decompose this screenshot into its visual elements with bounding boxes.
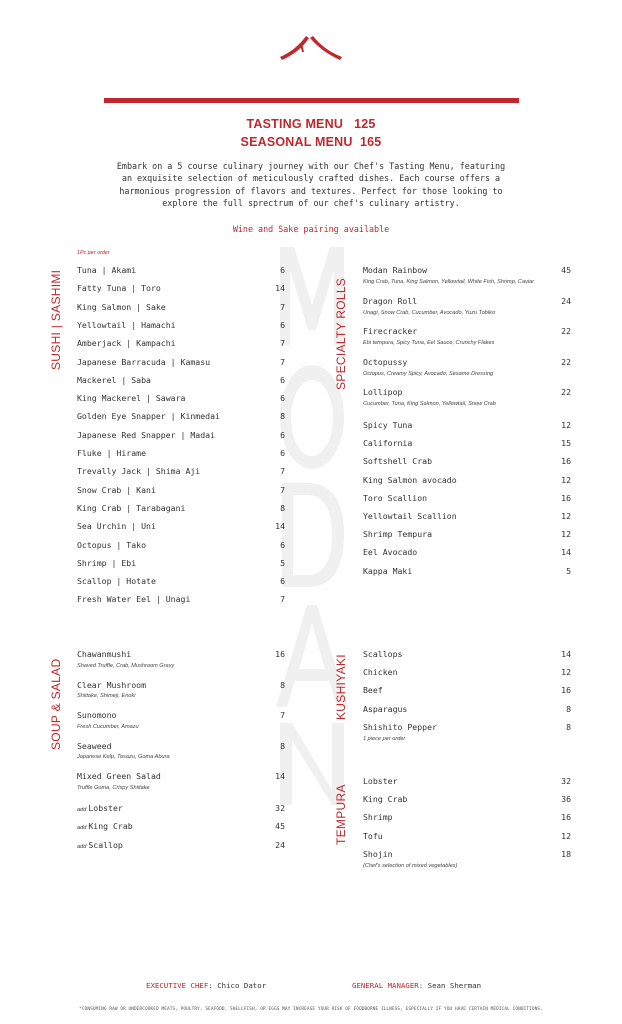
- tasting-description: Embark on a 5 course culinary journey with our Chef's Tasting Menu, featuring an exquisite selection of meticulously crafted dishes. Each course offers a harmonious progression of flavors and textures. Perfect for those looking to explore the full sprectrum of our chef's culinary artistry.: [116, 161, 506, 209]
- addon-item: add Lobster: [77, 803, 123, 813]
- menu-item: Asparagus: [363, 703, 408, 714]
- menu-price: 8: [566, 703, 571, 714]
- menu-price: 8: [566, 721, 571, 732]
- menu-item-desc: Cucumber, Tuna, King Salmon, Yellowtail, Snow Crab: [363, 401, 496, 407]
- menu-item: Lollipop: [363, 387, 403, 397]
- general-manager: GENERAL MANAGER: Sean Sherman: [352, 981, 482, 990]
- menu-price: 36: [561, 794, 571, 805]
- menu-item: Shrimp | Ebi: [77, 557, 137, 568]
- menu-price: 8: [280, 740, 285, 751]
- menu-price: 7: [280, 710, 285, 720]
- menu-item: Seaweed: [77, 740, 112, 751]
- menu-item: Modan Rainbow: [363, 265, 428, 275]
- menu-price: 16: [561, 812, 571, 823]
- menu-price: 45: [275, 821, 285, 832]
- roof-logo-icon: [276, 32, 346, 62]
- menu-price: 12: [561, 474, 571, 485]
- menu-price: 6: [280, 374, 285, 385]
- menu-price: 5: [280, 557, 285, 568]
- menu-price: 6: [280, 539, 285, 550]
- addon-item: add Scallop: [77, 839, 123, 850]
- menu-price: 8: [280, 502, 285, 513]
- menu-item: Shojin: [363, 848, 393, 859]
- menu-price: 45: [561, 265, 571, 275]
- menu-item: King Salmon | Sake: [77, 301, 166, 312]
- menu-item-desc: Shiitake, Shimeji, Enoki: [77, 693, 136, 699]
- menu-item: Toro Scallion: [363, 492, 428, 503]
- menu-item: King Crab: [363, 794, 408, 805]
- menu-price: 12: [561, 529, 571, 540]
- menu-item: Mackerel | Saba: [77, 374, 151, 385]
- menu-item: Firecracker: [363, 326, 418, 336]
- menu-item: Chicken: [363, 667, 398, 678]
- menu-item: Japanese Red Snapper | Madai: [77, 429, 216, 440]
- menu-price: 16: [561, 492, 571, 503]
- menu-item: Octopussy: [363, 356, 408, 367]
- menu-item: Sea Urchin | Uni: [77, 521, 156, 532]
- menu-price: 14: [275, 521, 285, 532]
- menu-item-desc: King Crab, Tuna, King Salmon, Yellowtail, White Fish, Shrimp, Caviar: [363, 279, 535, 285]
- seasonal-menu-heading: SEASONAL MENU 165: [240, 135, 382, 149]
- menu-item: Chawanmushi: [77, 649, 132, 659]
- menu-price: 5: [566, 565, 571, 576]
- menu-item: Beef: [363, 685, 383, 696]
- menu-item: Snow Crab | Kani: [77, 484, 156, 495]
- menu-price: 7: [280, 594, 285, 605]
- menu-price: 12: [561, 420, 571, 430]
- menu-item: Shrimp Tempura: [363, 529, 433, 540]
- menu-price: 24: [561, 295, 571, 306]
- menu-item-desc: Octopus, Creamy Spicy, Avocado, Sesame Dressing: [363, 370, 494, 377]
- kushiyaki-note: 1 piece per order: [363, 735, 406, 742]
- menu-price: 12: [561, 511, 571, 521]
- menu-item: Shrimp: [363, 812, 393, 823]
- executive-chef: EXECUTIVE CHEF: Chico Dator: [146, 981, 267, 990]
- menu-item: Yellowtail | Hamachi: [77, 319, 176, 330]
- menu-item: Dragon Roll: [363, 295, 418, 306]
- menu-item: Fluke | Hirame: [77, 448, 147, 458]
- menu-price: 8: [280, 679, 285, 690]
- menu-price: 16: [561, 456, 571, 467]
- menu-item: Eel Avocado: [363, 547, 418, 558]
- rolls-section-title: SPECIALTY ROLLS: [334, 277, 348, 390]
- menu-item-desc: Shaved Truffle, Crab, Mushroom Gravy: [77, 662, 175, 669]
- menu-price: 32: [561, 776, 571, 786]
- menu-item-desc: Truffle Goma, Crispy Shiitake: [77, 784, 150, 791]
- menu-item-desc: Fresh Cucumber, Amazu: [77, 723, 139, 730]
- menu-price: 14: [275, 771, 285, 781]
- menu-item: Golden Eye Snapper | Kinmedai: [77, 411, 220, 422]
- tempura-note: (Chef's selection of mixed vegetables): [363, 862, 458, 869]
- menu-item: Yellowtail Scallion: [363, 511, 457, 521]
- menu-price: 24: [275, 839, 285, 850]
- soup-section-title: SOUP & SALAD: [49, 658, 63, 750]
- menu-price: 22: [561, 356, 571, 367]
- menu-item: Clear Mushroom: [77, 679, 147, 690]
- menu-price: 16: [275, 649, 285, 659]
- menu-item: King Crab | Tarabagani: [77, 502, 186, 513]
- menu-item: Softshell Crab: [363, 456, 433, 467]
- menu-price: 14: [275, 283, 285, 294]
- menu-price: 32: [275, 803, 285, 813]
- menu-item: Amberjack | Kampachi: [77, 338, 176, 349]
- menu-price: 15: [561, 438, 571, 449]
- menu-item-desc: Ebi tempura, Spicy Tuna, Eel Sauce, Crunchy Flakes: [363, 340, 495, 346]
- menu-item: Tofu: [363, 830, 383, 841]
- menu-item: Mixed Green Salad: [77, 771, 161, 781]
- menu-item: California: [363, 438, 413, 449]
- menu-item: Sunomono: [77, 710, 117, 720]
- menu-price: 6: [280, 393, 285, 404]
- menu-price: 7: [280, 338, 285, 349]
- menu-price: 14: [561, 649, 571, 659]
- menu-price: 14: [561, 547, 571, 558]
- menu-price: 7: [280, 484, 285, 495]
- menu-item: Fatty Tuna | Toro: [77, 283, 161, 294]
- menu-price: 8: [280, 411, 285, 422]
- menu-price: 7: [280, 356, 285, 367]
- menu-price: 7: [280, 466, 285, 477]
- menu-price: 7: [280, 301, 285, 312]
- menu-item: Tuna | Akami: [77, 265, 137, 275]
- menu-price: 6: [280, 429, 285, 440]
- menu-item-desc: Unagi, Snow Crab, Cucumber, Avocado, Yuzu Tobiko: [363, 309, 495, 316]
- health-disclaimer: *CONSUMING RAW OR UNDERCOOKED MEATS, POULTRY, SEAFOOD, SHELLFISH, OR EGGS MAY INCREASE YOUR RISK OF FOODBORNE ILLNESS, ESPECIALLY IF YOU HAVE CERTAIN MEDICAL CONDITIONS.: [79, 1007, 543, 1012]
- tasting-menu-heading: TASTING MENU 125: [246, 117, 376, 131]
- menu-price: 6: [280, 265, 285, 275]
- menu-item: Kappa Maki: [363, 565, 413, 576]
- kushiyaki-section-title: KUSHIYAKI: [334, 654, 348, 720]
- menu-item: Scallops: [363, 649, 403, 659]
- pairing-note: Wine and Sake pairing available: [232, 224, 390, 234]
- tempura-section-title: TEMPURA: [334, 784, 348, 845]
- menu-item: King Mackerel | Sawara: [77, 393, 186, 404]
- header-divider: [104, 98, 519, 103]
- menu-price: 22: [561, 387, 571, 397]
- menu-item: Scallop | Hotate: [77, 576, 156, 587]
- menu-price: 12: [561, 830, 571, 841]
- menu-price: 18: [561, 848, 571, 859]
- menu-price: 22: [561, 326, 571, 336]
- sushi-note: 1Pc per order: [77, 250, 110, 256]
- menu-price: 6: [280, 319, 285, 330]
- menu-item: Octopus | Tako: [77, 539, 147, 550]
- sushi-section-title: SUSHI | SASHIMI: [49, 269, 63, 370]
- menu-item: Lobster: [363, 776, 398, 786]
- menu-price: 6: [280, 448, 285, 458]
- menu-item: Japanese Barracuda | Kamasu: [77, 356, 211, 367]
- menu-item: Trevally Jack | Shima Aji: [77, 466, 201, 477]
- menu-price: 6: [280, 576, 285, 587]
- addon-item: add King Crab: [77, 821, 133, 832]
- menu-item: King Salmon avocado: [363, 474, 457, 485]
- menu-item-desc: Japanese Kelp, Tosazu, Goma Abura: [77, 754, 170, 760]
- menu-item: Spicy Tuna: [363, 420, 413, 430]
- menu-price: 12: [561, 667, 571, 678]
- menu-price: 16: [561, 685, 571, 696]
- menu-item: Shishito Pepper: [363, 721, 437, 732]
- menu-item: Fresh Water Eel | Unagi: [77, 594, 191, 605]
